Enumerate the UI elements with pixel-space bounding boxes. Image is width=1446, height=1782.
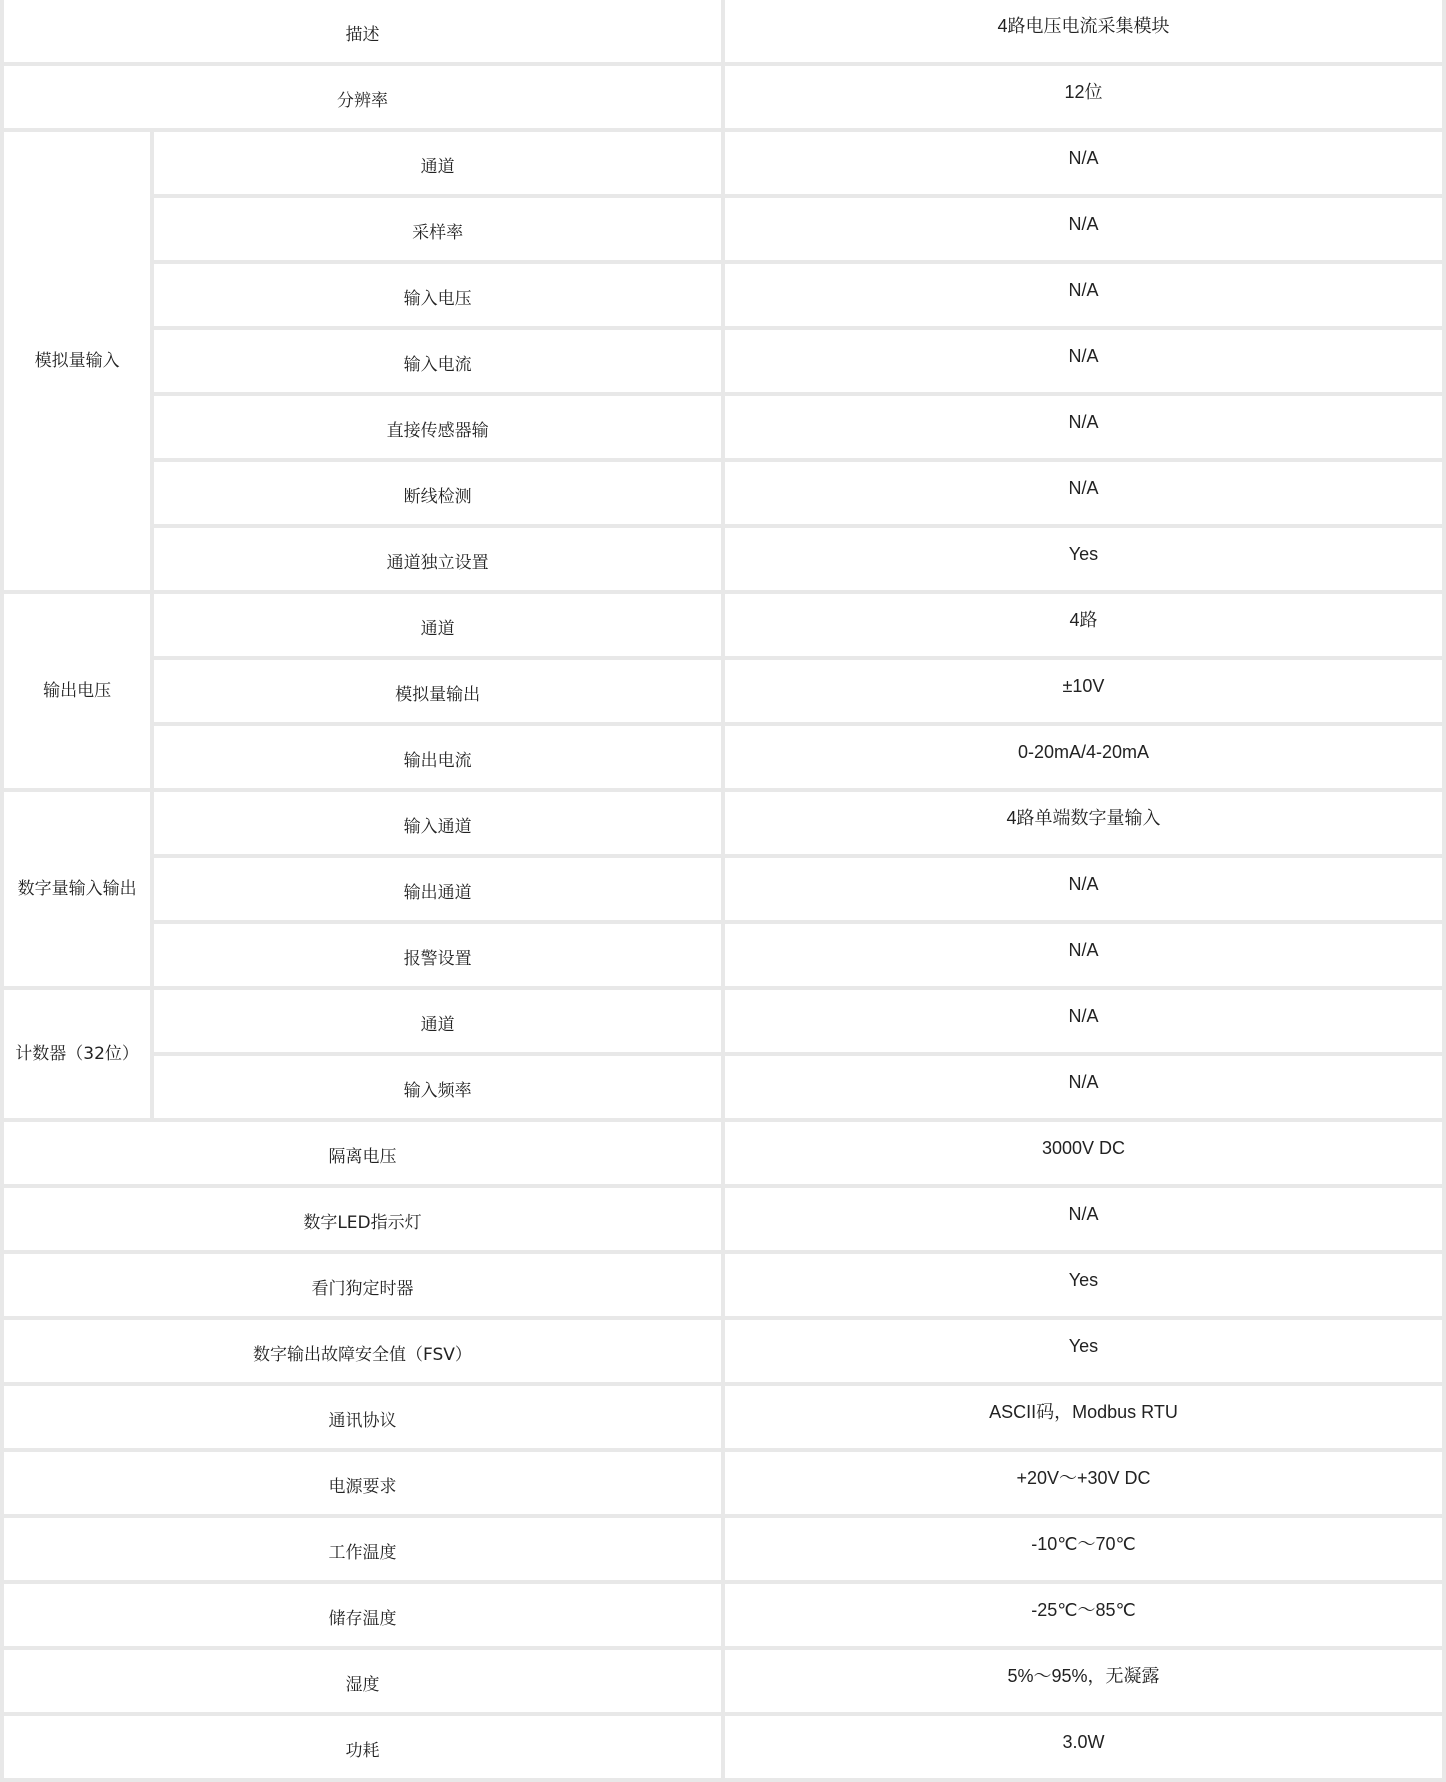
spec-label-description: 描述 [4,0,721,62]
spec-label: 数字LED指示灯 [4,1188,721,1250]
spec-value: N/A [725,1056,1442,1118]
spec-value: 3000V DC [725,1122,1442,1184]
spec-label: 数字输出故障安全值（FSV） [4,1320,721,1382]
spec-label: 输出电流 [154,726,721,788]
spec-label: 看门狗定时器 [4,1254,721,1316]
table-row [4,264,1442,326]
spec-label: 断线检测 [154,462,721,524]
group-label-output-voltage: 输出电压 [4,594,150,788]
spec-value-resolution: 12位 [725,66,1442,128]
table-row [4,396,1442,458]
spec-label: 采样率 [154,198,721,260]
table-row [4,726,1442,788]
group-label-digital-io: 数字量输入输出 [4,792,150,986]
spec-value: N/A [725,924,1442,986]
spec-label: 工作温度 [4,1518,721,1580]
spec-label: 功耗 [4,1716,721,1778]
table-row [4,0,1442,62]
spec-label-resolution: 分辨率 [4,66,721,128]
spec-label: 输入频率 [154,1056,721,1118]
table-row [4,1056,1442,1118]
spec-value: Yes [725,1320,1442,1382]
table-row [4,198,1442,260]
spec-value: N/A [725,462,1442,524]
spec-value: N/A [725,396,1442,458]
table-row [4,330,1442,392]
table-row [4,528,1442,590]
spec-value: N/A [725,858,1442,920]
spec-label: 通道 [154,594,721,656]
spec-value: -10℃～70℃ [725,1518,1442,1580]
table-row [4,1452,1442,1514]
spec-value: 0-20mA/4-20mA [725,726,1442,788]
table-row [4,1518,1442,1580]
group-label-analog-input: 模拟量输入 [4,132,150,590]
group-label-counter: 计数器（32位） [4,990,150,1118]
table-row [4,660,1442,722]
table-row [4,66,1442,128]
table-row [4,858,1442,920]
spec-label: 报警设置 [154,924,721,986]
spec-value: Yes [725,528,1442,590]
table-row [4,924,1442,986]
table-row [4,1188,1442,1250]
spec-label: 直接传感器输 [154,396,721,458]
spec-value: N/A [725,132,1442,194]
spec-label: 电源要求 [4,1452,721,1514]
spec-label: 通道 [154,132,721,194]
spec-value: N/A [725,1188,1442,1250]
table-row [4,132,1442,194]
spec-label: 输出通道 [154,858,721,920]
table-row [4,792,1442,854]
spec-value: N/A [725,198,1442,260]
spec-label: 通道独立设置 [154,528,721,590]
spec-label: 输入电流 [154,330,721,392]
table-row [4,462,1442,524]
spec-value: +20V～+30V DC [725,1452,1442,1514]
table-row [4,1716,1442,1778]
spec-label: 储存温度 [4,1584,721,1646]
table-row [4,1584,1442,1646]
spec-value: 4路单端数字量输入 [725,792,1442,854]
spec-value: N/A [725,264,1442,326]
table-row [4,1254,1442,1316]
spec-value: 5%～95%，无凝露 [725,1650,1442,1712]
spec-value: ASCII码，Modbus RTU [725,1386,1442,1448]
spec-value: -25℃～85℃ [725,1584,1442,1646]
spec-label: 输入通道 [154,792,721,854]
spec-value: N/A [725,330,1442,392]
spec-label: 输入电压 [154,264,721,326]
spec-value-description: 4路电压电流采集模块 [725,0,1442,62]
table-row [4,1320,1442,1382]
spec-label: 通道 [154,990,721,1052]
table-row [4,594,1442,656]
table-row [4,1650,1442,1712]
spec-label: 模拟量输出 [154,660,721,722]
spec-label: 隔离电压 [4,1122,721,1184]
spec-value: 3.0W [725,1716,1442,1778]
table-row [4,1386,1442,1448]
spec-value: N/A [725,990,1442,1052]
spec-value: 4路 [725,594,1442,656]
spec-label: 湿度 [4,1650,721,1712]
spec-value: ±10V [725,660,1442,722]
spec-value: Yes [725,1254,1442,1316]
table-row [4,1122,1442,1184]
table-row [4,990,1442,1052]
spec-label: 通讯协议 [4,1386,721,1448]
